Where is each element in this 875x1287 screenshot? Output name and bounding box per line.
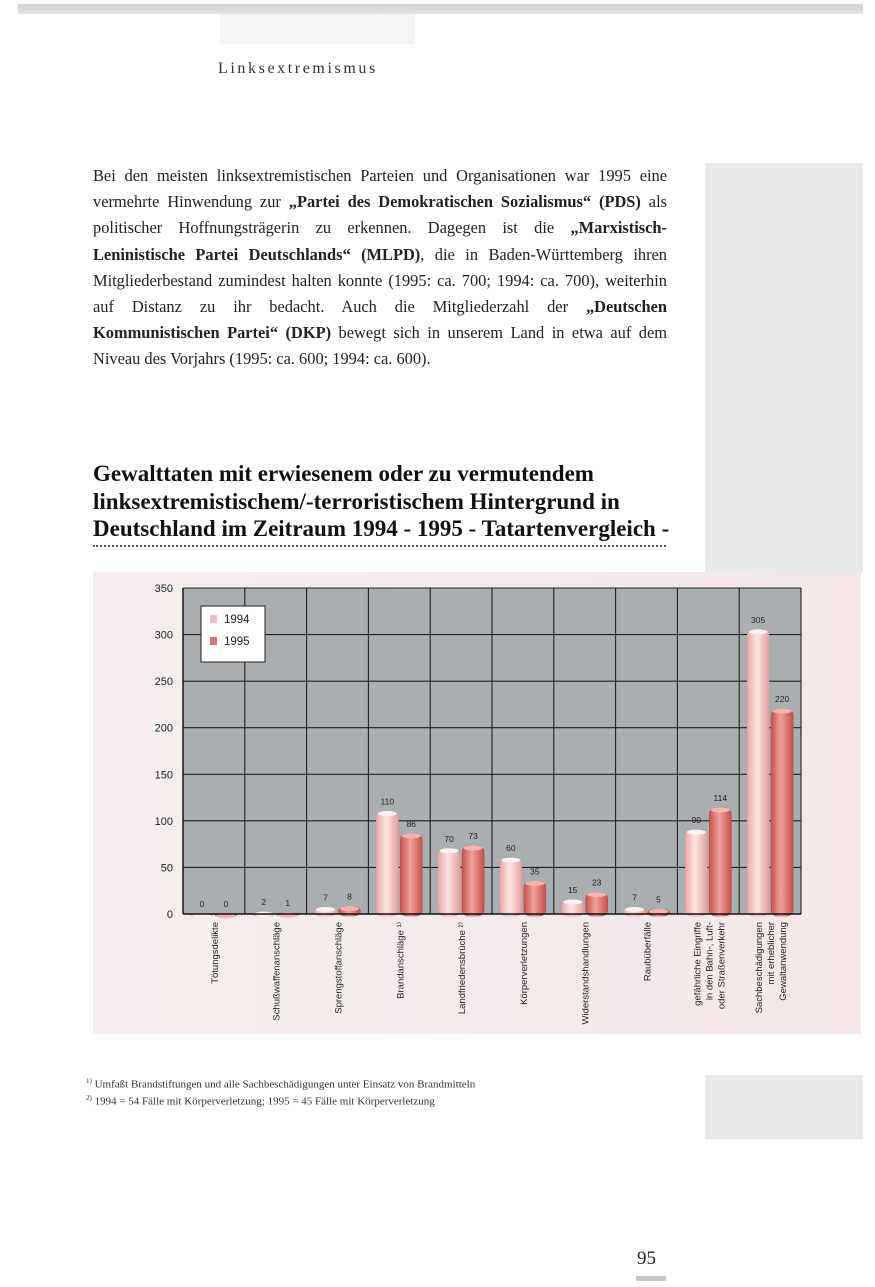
footnote: [86, 1092, 475, 1109]
bar-1995: [771, 709, 793, 916]
y-tick-label: 0: [166, 909, 173, 921]
category-label: gefährliche Eingriffe: [692, 922, 704, 1006]
bar-value-label: 110: [380, 796, 395, 807]
bar-cap: [440, 848, 459, 853]
bar-value-label: 60: [506, 843, 516, 854]
bar-cap: [340, 906, 359, 911]
bar-cap: [501, 858, 520, 863]
category-label: Landfriedensbrüche ²⁾: [457, 922, 469, 1015]
bar-cap: [625, 907, 644, 912]
running-head: Linksextremismus: [218, 60, 378, 77]
bar-cap: [378, 811, 397, 816]
party-name: „Deutschen Kommunistischen Partei“ (DKP): [93, 297, 667, 343]
category-label: Sprengstoffanschläge: [333, 922, 345, 1014]
body-text-run: als politischer Hoffnungsträgerin zu erkennen. Dagegen ist die: [93, 192, 668, 238]
legend-label: 1994: [224, 614, 250, 626]
bar-1995: [524, 881, 546, 916]
category-label: Sachbeschädigungen: [754, 922, 766, 1014]
legend-swatch: [210, 637, 217, 645]
y-tick-label: 50: [160, 862, 173, 875]
bar-1995: [709, 808, 731, 916]
bar-value-label: 7: [323, 892, 328, 903]
bar-1994: [500, 858, 522, 916]
bar-value-label: 8: [347, 891, 352, 902]
heading-dotted-rule: [93, 545, 666, 547]
bar-cap: [587, 892, 606, 897]
bar-cap: [402, 833, 421, 838]
category-label: in den Bahn-, Luft-: [704, 922, 716, 1001]
body-text-run: bewegt sich in unserem Land in etwa auf dem Niveau des Vorjahrs (1995: ca. 600; 1994: ca. 600).: [93, 323, 668, 369]
bar-1994: [685, 830, 707, 916]
category-label: Tötungsdelikte: [209, 922, 221, 984]
bar-1995: [400, 834, 422, 916]
category-label: Gewaltanwendung: [778, 922, 790, 1001]
bar-value-label: 220: [775, 694, 790, 705]
margin-block-bottom: [705, 1075, 863, 1139]
bar-cap: [711, 807, 730, 812]
top-scan-bar: [18, 4, 863, 14]
footnote: [86, 1075, 475, 1092]
bar-value-label: 1: [285, 898, 291, 909]
category-label: Brandanschläge ¹⁾: [395, 922, 407, 999]
y-tick-label: 150: [154, 769, 173, 782]
bar-cap: [649, 909, 668, 914]
body-text-run: , die in Baden-Württemberg ihren Mitgliederbestand zumindest halten konnte (1995: ca. 700; 1994: ca. 700), weiterhin auf Distanz zu ihr bedacht. Auch die Mitgliederzahl der: [93, 244, 667, 317]
bar-value-label: 7: [632, 892, 637, 903]
body-text-run: Bei den meisten linksextremistischen Parteien und Organisationen war 1995 eine vermehrte Hinwendung zur: [93, 166, 667, 212]
bar-value-label: 86: [406, 818, 417, 829]
bar-value-label: 90: [691, 815, 702, 826]
bar-value-label: 0: [199, 899, 205, 909]
footnote-text: 1994 = 54 Fälle mit Körperverletzung; 1995 = 45 Fälle mit Körperverletzung: [91, 1095, 435, 1108]
body-paragraph: [93, 163, 667, 373]
bar-value-label: 70: [444, 833, 454, 844]
chart-heading: Gewalttaten mit erwiesenem oder zu vermutendem linksextremistischem/-terroristischem Hintergrund in Deutschland im Zeitraum 1994 - 1995 - Tatartenvergleich -: [93, 461, 670, 541]
margin-block-top: [705, 163, 863, 573]
page-number: 95: [637, 1248, 656, 1269]
bar-value-label: 2: [261, 897, 267, 908]
y-tick-label: 350: [154, 583, 173, 595]
bar-1994: [438, 849, 460, 916]
bar-1994: [376, 812, 398, 916]
y-tick-label: 300: [154, 629, 173, 642]
category-label: Körperverletzungen: [518, 922, 530, 1005]
category-label: Raubüberfälle: [642, 922, 654, 982]
bar-cap: [749, 629, 768, 634]
y-tick-label: 200: [154, 722, 173, 735]
bar-cap: [464, 846, 483, 851]
party-name: „Marxistisch-Leninistische Partei Deutschlands“ (MLPD): [93, 218, 667, 264]
bar-value-label: 73: [468, 831, 478, 842]
footnotes: [86, 1075, 475, 1108]
bar-value-label: 5: [656, 894, 661, 905]
bar-chart: [93, 572, 861, 1034]
bar-value-label: 15: [567, 885, 578, 896]
bar-value-label: 114: [713, 792, 728, 803]
bar-cap: [525, 881, 544, 886]
bar-cap: [316, 907, 335, 912]
category-label: Schußwaffenanschläge: [271, 922, 283, 1021]
party-name: „Partei des Demokratischen Sozialismus“ (PDS): [288, 192, 641, 212]
chart-panel: [93, 572, 861, 1034]
bar-value-label: 305: [751, 614, 766, 625]
bar-1994: [747, 630, 769, 916]
bar-cap: [687, 830, 706, 835]
bar-cap: [773, 709, 792, 714]
category-label: mit erheblicher: [766, 922, 778, 985]
footnote-text: Umfaßt Brandstiftungen und alle Sachbeschädigungen unter Einsatz von Brandmitteln: [91, 1078, 476, 1091]
bar-value-label: 23: [591, 877, 602, 888]
bar-value-label: 35: [530, 866, 540, 877]
y-tick-label: 250: [154, 676, 173, 689]
category-label: oder Straßenverkehr: [716, 922, 728, 1010]
bar-cap: [563, 900, 582, 905]
category-label: Widerstandshandlungen: [580, 922, 592, 1025]
bar-value-label: 0: [223, 899, 229, 909]
bar-1995: [462, 846, 484, 916]
footnote-mark: 1): [86, 1077, 92, 1085]
footnote-mark: 2): [86, 1093, 92, 1102]
legend-label: 1995: [224, 636, 250, 648]
page-number-mark: [636, 1276, 666, 1281]
top-scan-shade: [220, 14, 415, 44]
legend-swatch: [210, 615, 217, 623]
y-tick-label: 100: [154, 815, 173, 828]
